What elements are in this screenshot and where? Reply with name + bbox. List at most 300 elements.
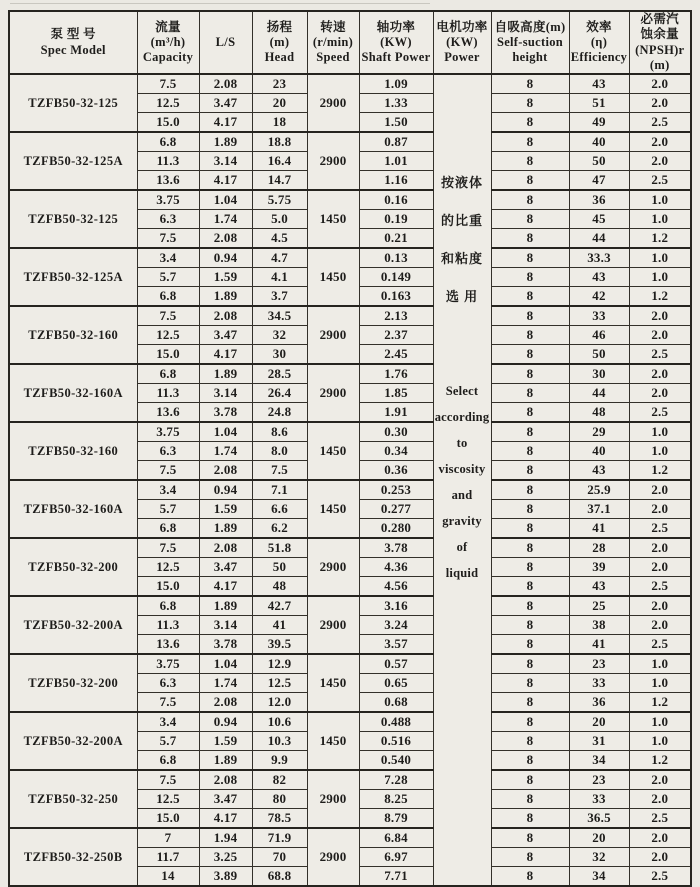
capacity-cell: 11.3 [137, 152, 199, 171]
speed-cell: 1450 [307, 190, 359, 248]
efficiency-cell: 39 [569, 558, 629, 577]
efficiency-cell: 41 [569, 635, 629, 655]
head-cell: 12.0 [252, 693, 307, 713]
capacity-cell: 3.4 [137, 712, 199, 732]
efficiency-cell: 33 [569, 674, 629, 693]
suction-height-cell: 8 [491, 848, 569, 867]
npsh-cell: 2.5 [629, 867, 691, 887]
capacity-cell: 7.5 [137, 229, 199, 249]
capacity-cell: 5.7 [137, 732, 199, 751]
shaft-power-cell: 0.57 [359, 654, 433, 674]
efficiency-cell: 33 [569, 790, 629, 809]
header-capacity-line: 流量 [155, 19, 181, 34]
efficiency-cell: 33 [569, 306, 629, 326]
efficiency-cell: 29 [569, 422, 629, 442]
speed-cell: 2900 [307, 74, 359, 132]
capacity-cell: 12.5 [137, 558, 199, 577]
shaft-power-cell: 2.37 [359, 326, 433, 345]
ls-cell: 0.94 [199, 480, 252, 500]
header-speed [307, 11, 359, 74]
suction-height-cell: 8 [491, 480, 569, 500]
table-row [9, 74, 691, 94]
npsh-cell: 2.0 [629, 828, 691, 848]
npsh-cell: 2.5 [629, 403, 691, 423]
efficiency-cell: 34 [569, 867, 629, 887]
model-cell: TZFB50-32-160A [9, 480, 137, 538]
suction-height-cell: 8 [491, 596, 569, 616]
capacity-cell: 13.6 [137, 171, 199, 191]
efficiency-cell: 43 [569, 577, 629, 597]
head-cell: 23 [252, 74, 307, 94]
suction-height-cell: 8 [491, 693, 569, 713]
table-row [9, 596, 691, 616]
head-cell: 34.5 [252, 306, 307, 326]
table-header [9, 11, 691, 74]
ls-cell: 3.14 [199, 152, 252, 171]
ls-cell: 3.78 [199, 635, 252, 655]
table-row [9, 828, 691, 848]
shaft-power-cell: 6.84 [359, 828, 433, 848]
suction-height-cell: 8 [491, 751, 569, 771]
shaft-power-cell: 0.65 [359, 674, 433, 693]
npsh-cell: 2.0 [629, 306, 691, 326]
head-cell: 8.6 [252, 422, 307, 442]
efficiency-cell: 28 [569, 538, 629, 558]
capacity-cell: 15.0 [137, 345, 199, 365]
shaft-power-cell: 0.149 [359, 268, 433, 287]
head-cell: 68.8 [252, 867, 307, 887]
model-cell: TZFB50-32-125 [9, 190, 137, 248]
head-cell: 18.8 [252, 132, 307, 152]
npsh-cell: 1.0 [629, 268, 691, 287]
header-speed-line: Speed [316, 50, 350, 65]
efficiency-cell: 48 [569, 403, 629, 423]
npsh-cell: 1.2 [629, 287, 691, 307]
ls-cell: 0.94 [199, 248, 252, 268]
shaft-power-cell: 3.78 [359, 538, 433, 558]
npsh-cell: 2.0 [629, 848, 691, 867]
shaft-power-cell: 3.24 [359, 616, 433, 635]
head-cell: 24.8 [252, 403, 307, 423]
npsh-cell: 1.2 [629, 751, 691, 771]
model-cell: TZFB50-32-125A [9, 248, 137, 306]
power-note-en-line: and [451, 488, 473, 502]
ls-cell: 3.14 [199, 616, 252, 635]
capacity-cell: 3.4 [137, 480, 199, 500]
shaft-power-cell: 2.13 [359, 306, 433, 326]
npsh-cell: 2.5 [629, 171, 691, 191]
head-cell: 5.0 [252, 210, 307, 229]
shaft-power-cell: 4.56 [359, 577, 433, 597]
table-row [9, 248, 691, 268]
header-ls [199, 11, 252, 74]
power-note-en-line: viscosity [438, 462, 486, 476]
capacity-cell: 3.75 [137, 654, 199, 674]
shaft-power-cell: 7.28 [359, 770, 433, 790]
head-cell: 28.5 [252, 364, 307, 384]
speed-cell: 2900 [307, 538, 359, 596]
head-cell: 32 [252, 326, 307, 345]
efficiency-cell: 49 [569, 113, 629, 133]
suction-height-cell: 8 [491, 712, 569, 732]
ls-cell: 1.89 [199, 287, 252, 307]
head-cell: 7.1 [252, 480, 307, 500]
efficiency-cell: 38 [569, 616, 629, 635]
efficiency-cell: 51 [569, 94, 629, 113]
head-cell: 12.5 [252, 674, 307, 693]
header-head-line: (m) [269, 34, 290, 49]
ls-cell: 1.04 [199, 190, 252, 210]
ls-cell: 1.89 [199, 519, 252, 539]
suction-height-cell: 8 [491, 828, 569, 848]
capacity-cell: 7.5 [137, 74, 199, 94]
suction-height-cell: 8 [491, 229, 569, 249]
efficiency-cell: 23 [569, 654, 629, 674]
shaft-power-cell: 4.36 [359, 558, 433, 577]
pump-spec-table [8, 10, 692, 887]
capacity-cell: 6.8 [137, 519, 199, 539]
header-head [252, 11, 307, 74]
ls-cell: 3.47 [199, 94, 252, 113]
header-model-line: Spec Model [40, 42, 106, 57]
suction-height-cell: 8 [491, 867, 569, 887]
npsh-cell: 2.0 [629, 480, 691, 500]
ls-cell: 1.89 [199, 751, 252, 771]
suction-height-cell: 8 [491, 577, 569, 597]
model-cell: TZFB50-32-200A [9, 596, 137, 654]
head-cell: 14.7 [252, 171, 307, 191]
suction-height-cell: 8 [491, 287, 569, 307]
header-ls-line: L/S [215, 34, 236, 49]
table-row [9, 480, 691, 500]
npsh-cell: 1.2 [629, 461, 691, 481]
ls-cell: 2.08 [199, 538, 252, 558]
suction-height-cell: 8 [491, 74, 569, 94]
ls-cell: 2.08 [199, 229, 252, 249]
npsh-cell: 2.0 [629, 770, 691, 790]
npsh-cell: 2.0 [629, 74, 691, 94]
power-note-en-line: according [434, 410, 490, 424]
shaft-power-cell: 0.163 [359, 287, 433, 307]
ls-cell: 0.94 [199, 712, 252, 732]
efficiency-cell: 46 [569, 326, 629, 345]
head-cell: 16.4 [252, 152, 307, 171]
capacity-cell: 6.3 [137, 210, 199, 229]
model-cell: TZFB50-32-125 [9, 74, 137, 132]
header-shaft_power-line: (KW) [380, 34, 412, 49]
header-npsh-line: (NPSH)r [635, 42, 685, 57]
efficiency-cell: 42 [569, 287, 629, 307]
npsh-cell: 1.0 [629, 654, 691, 674]
suction-height-cell: 8 [491, 210, 569, 229]
shaft-power-cell: 1.01 [359, 152, 433, 171]
shaft-power-cell: 0.280 [359, 519, 433, 539]
speed-cell: 2900 [307, 364, 359, 422]
npsh-cell: 1.0 [629, 442, 691, 461]
header-npsh-line: 必需汽 [640, 12, 679, 26]
shaft-power-cell: 0.16 [359, 190, 433, 210]
suction-height-cell: 8 [491, 442, 569, 461]
power-note-en-line: liquid [445, 566, 479, 580]
capacity-cell: 15.0 [137, 113, 199, 133]
efficiency-cell: 44 [569, 229, 629, 249]
suction-height-cell: 8 [491, 190, 569, 210]
model-cell: TZFB50-32-125A [9, 132, 137, 190]
shaft-power-cell: 0.68 [359, 693, 433, 713]
efficiency-cell: 45 [569, 210, 629, 229]
efficiency-cell: 50 [569, 152, 629, 171]
power-note-zh-line: 按液体 [440, 175, 483, 190]
suction-height-cell: 8 [491, 519, 569, 539]
ls-cell: 3.47 [199, 558, 252, 577]
efficiency-cell: 34 [569, 751, 629, 771]
npsh-cell: 2.0 [629, 326, 691, 345]
capacity-cell: 7.5 [137, 770, 199, 790]
npsh-cell: 2.5 [629, 635, 691, 655]
suction-height-cell: 8 [491, 809, 569, 829]
power-selection-note-cell [433, 74, 491, 886]
header-model [9, 11, 137, 74]
suction-height-cell: 8 [491, 132, 569, 152]
capacity-cell: 11.3 [137, 616, 199, 635]
npsh-cell: 1.0 [629, 674, 691, 693]
capacity-cell: 7.5 [137, 461, 199, 481]
capacity-cell: 6.3 [137, 674, 199, 693]
header-capacity [137, 11, 199, 74]
shaft-power-cell: 7.71 [359, 867, 433, 887]
capacity-cell: 7.5 [137, 538, 199, 558]
suction-height-cell: 8 [491, 500, 569, 519]
npsh-cell: 1.2 [629, 693, 691, 713]
efficiency-cell: 32 [569, 848, 629, 867]
efficiency-cell: 20 [569, 712, 629, 732]
shaft-power-cell: 0.13 [359, 248, 433, 268]
efficiency-cell: 37.1 [569, 500, 629, 519]
ls-cell: 2.08 [199, 693, 252, 713]
table-body [9, 74, 691, 886]
ls-cell: 4.17 [199, 345, 252, 365]
speed-cell: 2900 [307, 132, 359, 190]
suction-height-cell: 8 [491, 113, 569, 133]
capacity-cell: 6.3 [137, 442, 199, 461]
shaft-power-cell: 0.253 [359, 480, 433, 500]
ls-cell: 4.17 [199, 577, 252, 597]
ls-cell: 1.74 [199, 674, 252, 693]
shaft-power-cell: 0.488 [359, 712, 433, 732]
npsh-cell: 1.0 [629, 422, 691, 442]
speed-cell: 1450 [307, 712, 359, 770]
suction-height-cell: 8 [491, 654, 569, 674]
scan-artifact-line [10, 3, 430, 4]
head-cell: 82 [252, 770, 307, 790]
head-cell: 48 [252, 577, 307, 597]
ls-cell: 4.17 [199, 113, 252, 133]
npsh-cell: 1.0 [629, 190, 691, 210]
header-head-line: Head [264, 50, 295, 65]
ls-cell: 3.14 [199, 384, 252, 403]
model-cell: TZFB50-32-160 [9, 306, 137, 364]
suction-height-cell: 8 [491, 384, 569, 403]
header-efficiency-line: Efficiency [570, 50, 628, 65]
ls-cell: 2.08 [199, 770, 252, 790]
npsh-cell: 2.0 [629, 596, 691, 616]
suction-height-cell: 8 [491, 422, 569, 442]
power-note-en-line: Select [445, 384, 479, 398]
header-power-line: Power [444, 50, 480, 65]
efficiency-cell: 36 [569, 693, 629, 713]
suction-height-cell: 8 [491, 732, 569, 751]
capacity-cell: 15.0 [137, 577, 199, 597]
model-cell: TZFB50-32-250B [9, 828, 137, 886]
speed-cell: 2900 [307, 770, 359, 828]
head-cell: 50 [252, 558, 307, 577]
model-cell: TZFB50-32-250 [9, 770, 137, 828]
model-cell: TZFB50-32-200 [9, 538, 137, 596]
speed-cell: 1450 [307, 480, 359, 538]
npsh-cell: 2.0 [629, 94, 691, 113]
model-cell: TZFB50-32-200A [9, 712, 137, 770]
efficiency-cell: 41 [569, 519, 629, 539]
npsh-cell: 2.0 [629, 790, 691, 809]
efficiency-cell: 50 [569, 345, 629, 365]
head-cell: 18 [252, 113, 307, 133]
suction-height-cell: 8 [491, 326, 569, 345]
header-head-line: 扬程 [266, 19, 293, 34]
table-row [9, 190, 691, 210]
shaft-power-cell: 0.30 [359, 422, 433, 442]
header-power-line: 电机功率 [436, 19, 488, 34]
head-cell: 12.9 [252, 654, 307, 674]
head-cell: 71.9 [252, 828, 307, 848]
npsh-cell: 2.0 [629, 558, 691, 577]
capacity-cell: 6.8 [137, 596, 199, 616]
table-row [9, 712, 691, 732]
capacity-cell: 5.7 [137, 500, 199, 519]
header-npsh [629, 11, 691, 74]
table-row [9, 132, 691, 152]
suction-height-cell: 8 [491, 306, 569, 326]
ls-cell: 3.89 [199, 867, 252, 887]
capacity-cell: 6.8 [137, 364, 199, 384]
capacity-cell: 3.75 [137, 422, 199, 442]
shaft-power-cell: 0.36 [359, 461, 433, 481]
power-note-en-line: of [456, 540, 468, 554]
suction-height-cell: 8 [491, 674, 569, 693]
speed-cell: 1450 [307, 422, 359, 480]
capacity-cell: 12.5 [137, 790, 199, 809]
ls-cell: 1.94 [199, 828, 252, 848]
ls-cell: 2.08 [199, 306, 252, 326]
table-row [9, 306, 691, 326]
head-cell: 9.9 [252, 751, 307, 771]
npsh-cell: 1.2 [629, 229, 691, 249]
capacity-cell: 3.75 [137, 190, 199, 210]
npsh-cell: 2.0 [629, 152, 691, 171]
ls-cell: 2.08 [199, 74, 252, 94]
header-efficiency-line: (η) [590, 34, 608, 49]
header-shaft_power-line: 轴功率 [376, 19, 416, 34]
head-cell: 70 [252, 848, 307, 867]
efficiency-cell: 23 [569, 770, 629, 790]
head-cell: 4.5 [252, 229, 307, 249]
power-note-en-block [434, 383, 491, 581]
npsh-cell: 2.0 [629, 364, 691, 384]
header-npsh-line: 蚀余量 [640, 27, 679, 42]
power-selection-note [434, 75, 491, 581]
table-row [9, 422, 691, 442]
shaft-power-cell: 8.79 [359, 809, 433, 829]
capacity-cell: 3.4 [137, 248, 199, 268]
head-cell: 5.75 [252, 190, 307, 210]
header-speed-line: 转速 [320, 19, 346, 34]
suction-height-cell: 8 [491, 152, 569, 171]
header-efficiency-line: 效率 [586, 19, 612, 34]
npsh-cell: 2.5 [629, 519, 691, 539]
power-note-zh-line: 选 用 [445, 289, 479, 304]
ls-cell: 1.04 [199, 654, 252, 674]
suction-height-cell: 8 [491, 770, 569, 790]
shaft-power-cell: 3.57 [359, 635, 433, 655]
header-npsh-line: (m) [649, 57, 670, 72]
efficiency-cell: 33.3 [569, 248, 629, 268]
speed-cell: 1450 [307, 654, 359, 712]
suction-height-cell: 8 [491, 345, 569, 365]
suction-height-cell: 8 [491, 403, 569, 423]
header-suction-line: height [512, 50, 548, 65]
suction-height-cell: 8 [491, 538, 569, 558]
capacity-cell: 7.5 [137, 306, 199, 326]
header-suction-line: Self-suction [496, 34, 564, 49]
capacity-cell: 12.5 [137, 94, 199, 113]
efficiency-cell: 36.5 [569, 809, 629, 829]
ls-cell: 3.47 [199, 790, 252, 809]
efficiency-cell: 30 [569, 364, 629, 384]
head-cell: 41 [252, 616, 307, 635]
header-power [433, 11, 491, 74]
ls-cell: 2.08 [199, 461, 252, 481]
shaft-power-cell: 0.87 [359, 132, 433, 152]
header-shaft_power-line: Shaft Power [361, 50, 431, 65]
shaft-power-cell: 3.16 [359, 596, 433, 616]
table-row [9, 538, 691, 558]
speed-cell: 2900 [307, 596, 359, 654]
capacity-cell: 14 [137, 867, 199, 887]
suction-height-cell: 8 [491, 248, 569, 268]
head-cell: 20 [252, 94, 307, 113]
head-cell: 4.7 [252, 248, 307, 268]
ls-cell: 1.89 [199, 364, 252, 384]
suction-height-cell: 8 [491, 364, 569, 384]
header-suction-line: 自吸高度(m) [494, 19, 566, 34]
model-cell: TZFB50-32-200 [9, 654, 137, 712]
npsh-cell: 2.0 [629, 500, 691, 519]
head-cell: 80 [252, 790, 307, 809]
suction-height-cell: 8 [491, 461, 569, 481]
speed-cell: 2900 [307, 306, 359, 364]
shaft-power-cell: 6.97 [359, 848, 433, 867]
ls-cell: 3.47 [199, 326, 252, 345]
ls-cell: 4.17 [199, 809, 252, 829]
npsh-cell: 2.0 [629, 538, 691, 558]
head-cell: 10.3 [252, 732, 307, 751]
capacity-cell: 15.0 [137, 809, 199, 829]
shaft-power-cell: 0.540 [359, 751, 433, 771]
npsh-cell: 1.0 [629, 712, 691, 732]
shaft-power-cell: 0.277 [359, 500, 433, 519]
capacity-cell: 6.8 [137, 287, 199, 307]
header-capacity-line: (m³/h) [150, 34, 186, 49]
npsh-cell: 2.0 [629, 384, 691, 403]
